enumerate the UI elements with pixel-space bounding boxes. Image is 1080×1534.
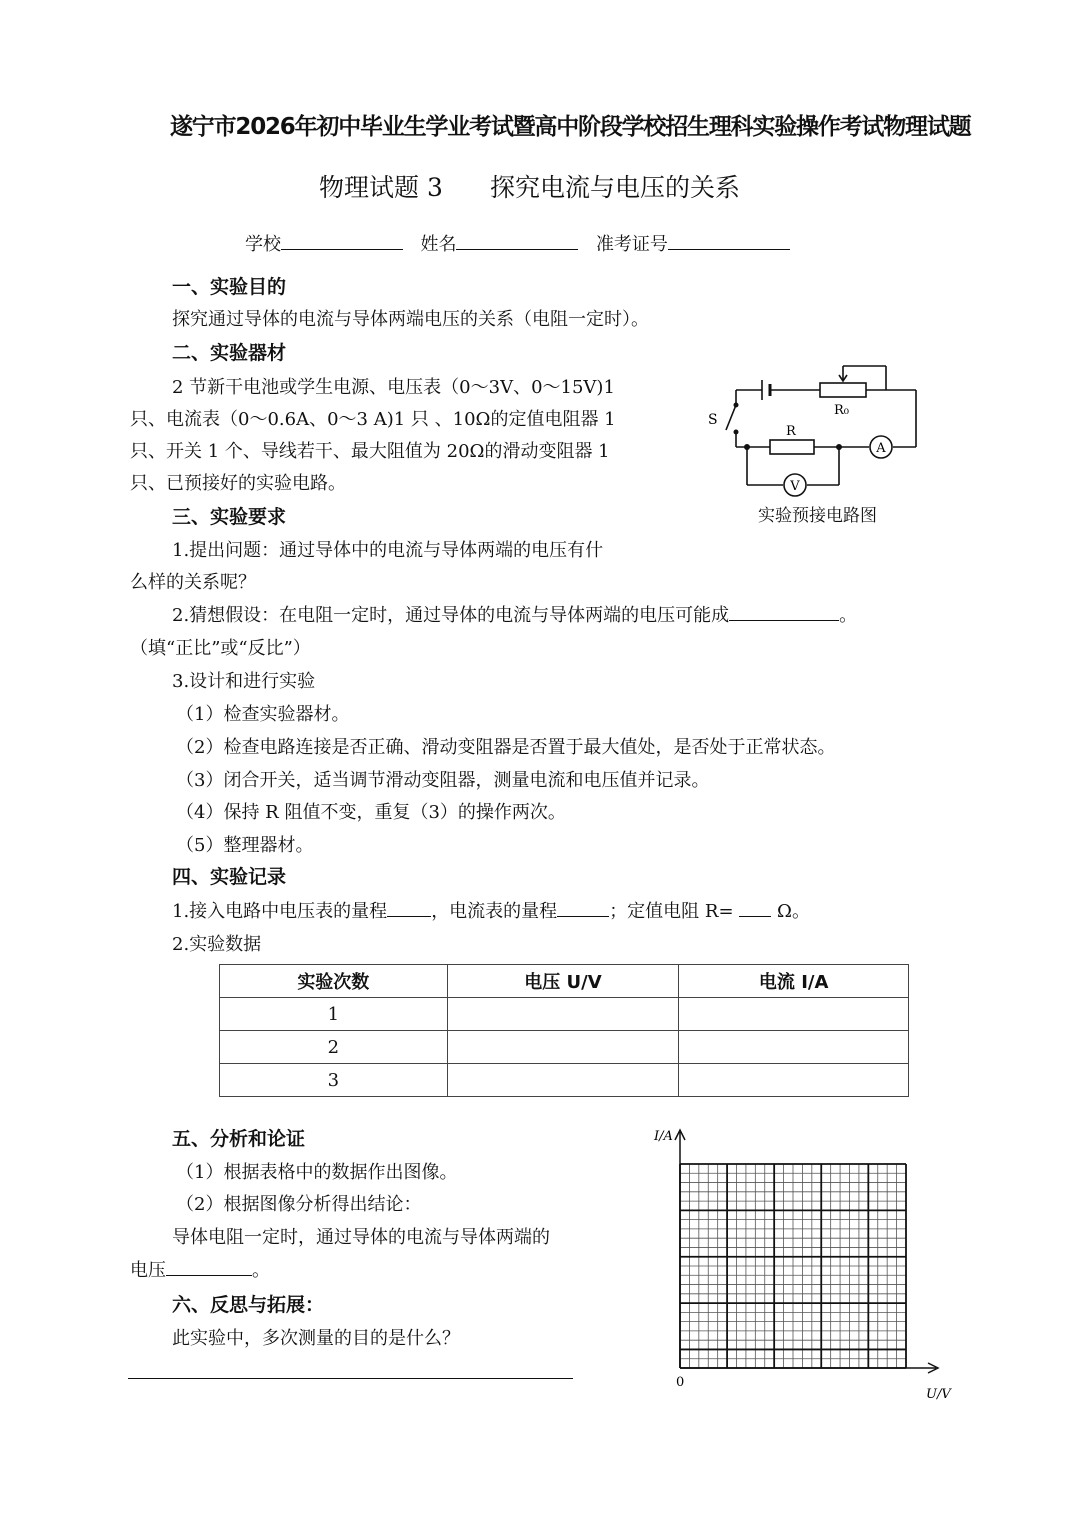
voltage-cell[interactable] [447,998,679,1031]
section-heading-analysis: 五、分析和论证 [172,1128,306,1150]
col-header-current: 电流 I/A [679,965,909,998]
section-heading-reflection: 六、反思与拓展： [172,1294,325,1316]
question-2-line [172,601,857,627]
analysis-step: （2）根据图像分析得出结论： [176,1194,422,1215]
circuit-diagram [700,360,940,520]
record-line-1 [172,897,810,923]
hypothesis-text: 2.猜想假设：在电阻一定时，通过导体的电流与导体两端的电压可能成 [172,605,730,626]
table-header-row [220,965,909,998]
x-axis-label: U/V [926,1387,951,1402]
step-item: （3）闭合开关，适当调节滑动变阻器，测量电流和电压值并记录。 [176,770,710,791]
voltmeter-range-blank[interactable] [387,898,431,917]
question-topic: 探究电流与电压的关系 [490,173,741,202]
conclusion-line-2 [130,1256,270,1282]
name-field[interactable] [456,231,578,250]
question-1-line-2: 么样的关系呢？ [130,572,256,593]
hypothesis-hint: （填“正比”或“反比”） [130,638,311,659]
current-cell[interactable] [679,1031,909,1064]
voltmeter-range-label: 1.接入电路中电压表的量程 [172,901,388,922]
switch-label: S [708,412,718,428]
ohm-unit: Ω。 [777,901,810,922]
question-number: 物理试题 3 [319,173,443,202]
conclusion-blank[interactable] [166,1257,252,1276]
section-heading-record: 四、实验记录 [172,866,287,888]
switch-blade [726,405,736,430]
voltage-cell[interactable] [447,1031,679,1064]
candidate-info-row [245,230,790,256]
resistance-label: ；定值电阻 R= [609,901,734,922]
purpose-text: 探究通过导体的电流与导体两端电压的关系（电阻一定时）。 [172,309,649,330]
step-item: （1）检查实验器材。 [176,704,350,725]
step-item: （4）保持 R 阻值不变，重复（3）的操作两次。 [176,802,566,823]
resistance-blank[interactable] [739,898,771,917]
conclusion-period: 。 [252,1260,270,1281]
r-label: R [786,424,796,439]
equipment-line: 只、开关 1 个、导线若干、最大阻值为 20Ω的滑动变阻器 1 [130,441,610,462]
step-item: （5）整理器材。 [176,835,314,856]
id-label: 准考证号 [595,234,668,255]
data-label: 2.实验数据 [172,934,262,955]
reflection-question: 此实验中，多次测量的目的是什么？ [172,1328,460,1349]
ammeter-range-label: ，电流表的量程 [431,901,558,922]
current-cell[interactable] [679,998,909,1031]
id-field[interactable] [668,231,790,250]
school-label: 学校 [245,234,281,255]
table-row [220,998,909,1031]
equipment-line: 只、已预接好的实验电路。 [130,473,346,494]
ammeter-label: A [876,441,886,456]
col-header-trial: 实验次数 [220,965,448,998]
table-row [220,1064,909,1097]
analysis-step: （1）根据表格中的数据作出图像。 [176,1162,458,1183]
voltage-cell[interactable] [447,1064,679,1097]
answer-line[interactable] [128,1378,573,1379]
equipment-line: 只、电流表（0～0.6A、0～3 A)1 只 、10Ω的定值电阻器 1 [130,409,616,430]
question-3-title: 3.设计和进行实验 [172,671,316,692]
trial-cell: 1 [220,998,448,1031]
ammeter-range-blank[interactable] [557,898,609,917]
table-row [220,1031,909,1064]
section-heading-requirements: 三、实验要求 [172,506,287,528]
hypothesis-period: 。 [839,605,858,626]
conclusion-prefix: 电压 [130,1260,166,1281]
section-heading-purpose: 一、实验目的 [172,276,287,298]
rheostat-r0 [820,383,866,397]
section-heading-equipment: 二、实验器材 [172,342,287,364]
name-label: 姓名 [420,234,457,255]
hypothesis-blank[interactable] [729,602,839,621]
conclusion-line-1: 导体电阻一定时，通过导体的电流与导体两端的 [172,1227,550,1248]
graph-paper[interactable] [640,1120,960,1410]
resistor-r [770,440,814,454]
exam-title: 遂宁市2026年初中毕业生学业考试暨高中阶段学校招生理科实验操作考试物理试题 [170,114,971,140]
step-item: （2）检查电路连接是否正确、滑动变阻器是否置于最大值处，是否处于正常状态。 [176,737,836,758]
r0-label: R₀ [834,403,849,418]
origin-label: 0 [676,1375,685,1390]
equipment-line: 2 节新干电池或学生电源、电压表（0～3V、0～15V)1 [172,377,615,398]
trial-cell: 3 [220,1064,448,1097]
current-cell[interactable] [679,1064,909,1097]
voltmeter-label: V [790,479,800,494]
question-1-line-1: 1.提出问题：通过导体中的电流与导体两端的电压有什 [172,540,604,561]
circuit-caption: 实验预接电路图 [758,506,877,526]
trial-cell: 2 [220,1031,448,1064]
y-axis-label: I/A [654,1129,673,1144]
school-field[interactable] [281,231,403,250]
col-header-voltage: 电压 U/V [447,965,679,998]
data-table [219,964,909,1097]
